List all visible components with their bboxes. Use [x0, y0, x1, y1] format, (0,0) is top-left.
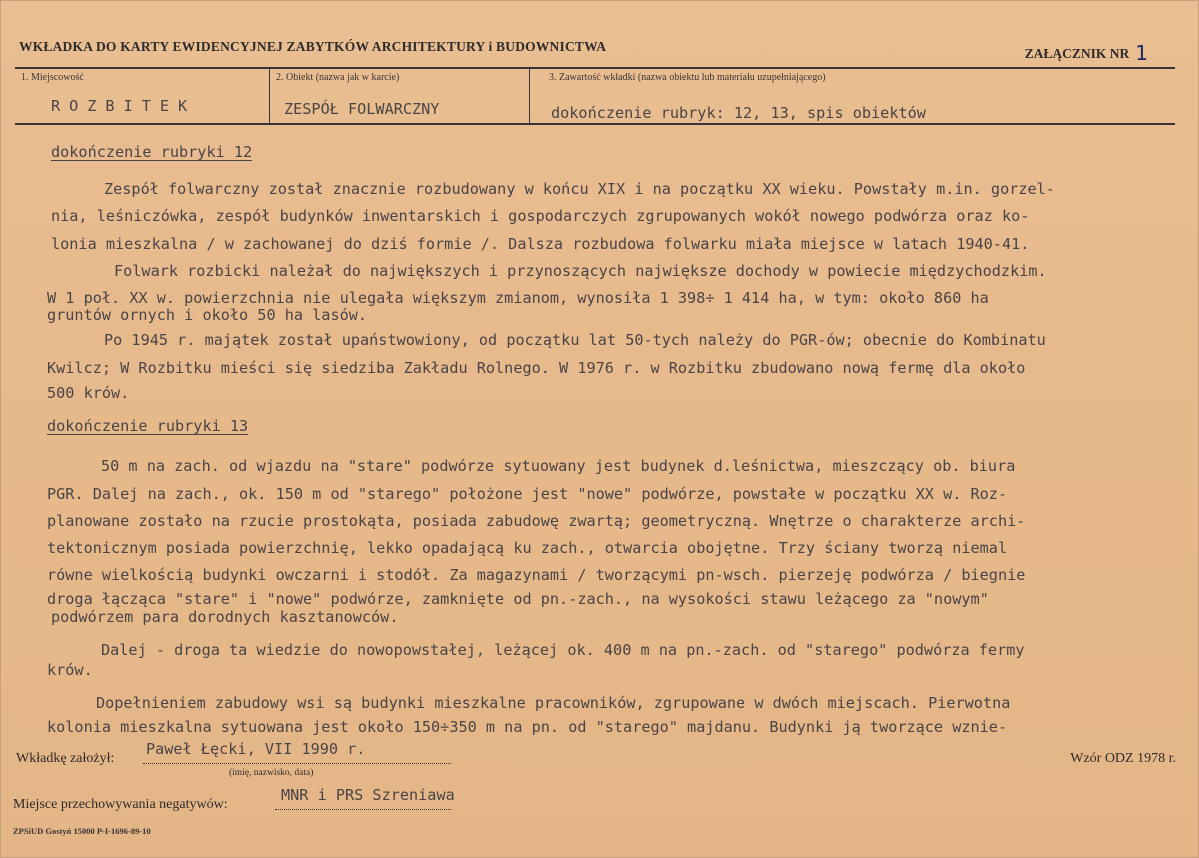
body-line: gruntów ornych i około 50 ha lasów.	[47, 306, 368, 324]
author-dotted-line	[143, 763, 451, 764]
annex-label: ZAŁĄCZNIK NR	[1024, 46, 1130, 61]
body-line: podwórzem para dorodnych kasztanowców.	[51, 608, 399, 626]
body-line: droga łącząca "stare" i "nowe" podwórze, zamknięte od pn.-zach., na wysokości stawu leżącego za "nowym"	[47, 590, 989, 608]
field-locality-label: 1. Miejscowość	[21, 72, 84, 83]
body-line: W 1 poł. XX w. powierzchnia nie ulegała większym zmianom, wynosiła 1 398÷ 1 414 ha, w tym: około 860 ha	[47, 289, 989, 307]
author-hint: (imię, nazwisko, data)	[229, 768, 314, 778]
form-title: WKŁADKA DO KARTY EWIDENCYJNEJ ZABYTKÓW ARCHITEKTURY i BUDOWNICTWA	[19, 39, 607, 54]
field-contents-label: 3. Zawartość wkładki (nazwa obiektu lub materiału uzupełniającego)	[549, 72, 826, 83]
field-object-label: 2. Obiekt (nazwa jak w karcie)	[276, 72, 400, 83]
body-line: Zespół folwarczny został znacznie rozbudowany w końcu XIX i na początku XX wieku. Powstały m.in. gorzel-	[104, 180, 1055, 198]
field-divider-1	[269, 69, 270, 123]
body-line: tektonicznym posiada powierzchnię, lekko opadającą ku zach., otwarcia obojętne. Trzy ściany tworzą niemal	[47, 539, 1008, 557]
body-line: równe wielkością budynki owczarni i stodół. Za magazynami / tworzącymi pn-wsch. pierzeję podwórza / biegnie	[47, 566, 1026, 584]
body-line: 50 m na zach. od wjazdu na "stare" podwórze sytuowany jest budynek d.leśnictwa, mieszczący ob. biura	[101, 457, 1016, 475]
field-locality-value: ROZBITEK	[51, 97, 197, 115]
header-rule-top	[15, 67, 1175, 69]
body-line: kolonia mieszkalna sytuowana jest około 150÷350 m na pn. od "starego" majdanu. Budynki ją tworzące wznie-	[47, 718, 1008, 736]
form-model-label: Wzór ODZ 1978 r.	[1070, 751, 1176, 766]
author-value: Paweł Łęcki, VII 1990 r.	[146, 740, 366, 758]
negatives-dotted-line	[275, 809, 451, 810]
annex-number-value: 1	[1135, 41, 1148, 65]
section-heading-13: dokończenie rubryki 13	[47, 417, 249, 435]
body-line: nia, leśniczówka, zespół budynków inwentarskich i gospodarczych zgrupowanych wokół nowego podwórza oraz ko-	[51, 207, 1030, 225]
body-line: lonia mieszkalna / w zachowanej do dziś formie /. Dalsza rozbudowa folwarku miała miejsce w latach 1940-41.	[51, 235, 1030, 253]
field-object-value: ZESPÓŁ FOLWARCZNY	[284, 100, 440, 118]
negatives-label: Miejsce przechowywania negatywów:	[13, 797, 228, 812]
body-line: Dalej - droga ta wiedzie do nowopowstałej, leżącej ok. 400 m na pn.-zach. od "starego" podwórza fermy	[101, 641, 1025, 659]
body-line: planowane zostało na rzucie prostokąta, posiada zabudowę zwartą; geometryczną. Wnętrze o charakterze archi-	[47, 512, 1026, 530]
annex-number	[1025, 39, 1148, 63]
header-rule-bottom	[15, 123, 1175, 125]
field-divider-2	[529, 69, 530, 123]
body-line: Po 1945 r. majątek został upaństwowiony, od początku lat 50-tych należy do PGR-ów; obecnie do Kombinatu	[104, 331, 1046, 349]
negatives-value: MNR i PRS Szreniawa	[281, 786, 455, 804]
section-heading-12: dokończenie rubryki 12	[51, 143, 253, 161]
body-line: PGR. Dalej na zach., ok. 150 m od "starego" położone jest "nowe" podwórze, powstałe w początku XX w. Roz-	[47, 485, 1008, 503]
body-line: Folwark rozbicki należał do największych i przynoszących największe dochody w powiecie międzychodzkim.	[114, 262, 1047, 280]
printer-imprint: ZPSiUD Gostyń 15000 P-I-1696-89-10	[13, 826, 151, 836]
author-label: Wkładkę założył:	[16, 751, 115, 766]
body-line: Kwilcz; W Rozbitku mieści się siedziba Zakładu Rolnego. W 1976 r. w Rozbitku zbudowano nową fermę dla około	[47, 359, 1026, 377]
body-line: krów.	[47, 661, 93, 679]
body-line: 500 krów.	[47, 384, 130, 402]
body-line: Dopełnieniem zabudowy wsi są budynki mieszkalne pracowników, zgrupowane w dwóch miejscach. Pierwotna	[96, 694, 1011, 712]
field-contents-value: dokończenie rubryk: 12, 13, spis obiektów	[551, 104, 926, 122]
